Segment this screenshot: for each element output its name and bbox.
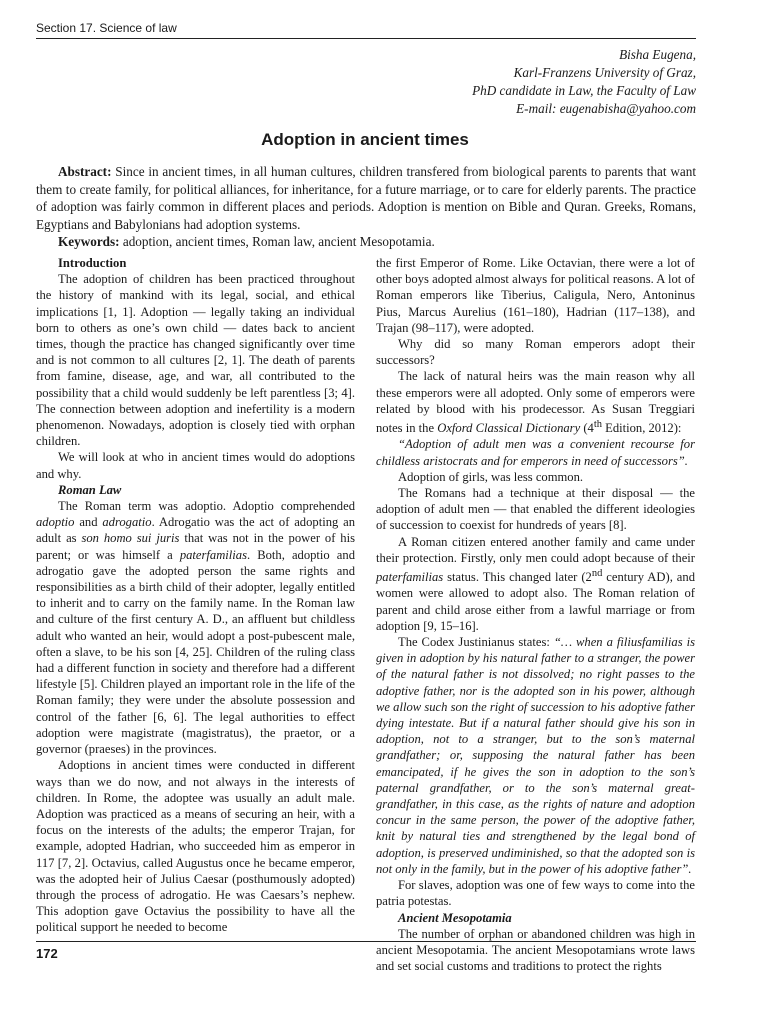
body-paragraph: the first Emperor of Rome. Like Octavian, there were a lot of other boys adopted almost always for political reasons. A lot of Roman emperors like Tiberius, Caligula, Nero, Antoninus Pius, Marcus Aurelius (161–180), Hadrian (117–138), and Trajan (98–117), were adopted. xyxy=(376,256,695,335)
mesopotamia-heading: Ancient Mesopotamia xyxy=(398,910,512,925)
running-header xyxy=(36,20,696,39)
italic-term: adrogatio xyxy=(102,515,152,530)
body-paragraph: The adoption of children has been practiced throughout the history of mankind with its legal, social, and ethical implications [1, 1]. Adoption — legally taking an individual born to others as one’s own child — dates back to ancient times, though the practice has changed significantly over time and is not common to all cultures [2, 1]. The death of parents from famine, disease, age, and war, all contributed to the possibility that a child would suddenly be left parentless [3; 4]. The connection between adoption and inefertility is a modern phenomenon. Nowadays, adoption is closely tied with orphan children. xyxy=(36,272,355,449)
keywords-text: adoption, ancient times, Roman law, ancient Mesopotamia. xyxy=(119,234,435,250)
italic-term: paterfamilias xyxy=(376,570,444,585)
section-label: Section 17. Science of law xyxy=(36,21,177,35)
text-run: (4 xyxy=(580,421,594,436)
body-paragraph xyxy=(376,634,695,877)
body-paragraph: We will look at who in ancient times would do adoptions and why. xyxy=(36,450,355,481)
author-position: PhD candidate in Law, the Faculty of Law xyxy=(472,83,696,98)
author-block xyxy=(472,46,696,118)
author-email: E-mail: eugenabisha@yahoo.com xyxy=(516,101,696,116)
abstract-label: Abstract: xyxy=(58,164,112,179)
body-paragraph: Adoption of girls, was less common. xyxy=(398,469,584,484)
abstract-paragraph xyxy=(36,163,696,233)
keywords-label: Keywords: xyxy=(58,234,120,250)
text-run: The lack of natural heirs was the main reason why all these emperors were all adopted. Only some of emperors were related by blood with his prodecessor. As Susan Treggiari notes in the xyxy=(376,369,695,436)
roman-law-heading: Roman Law xyxy=(58,482,122,497)
body-paragraph: The number of orphan or abandoned children was high in ancient Mesopotamia. The ancient Mesopotamians wrote laws and set social customs and traditions to protect the rights xyxy=(376,926,695,974)
text-run: The Codex Justinianus states: xyxy=(398,635,554,650)
superscript: nd xyxy=(591,568,603,580)
right-column xyxy=(376,255,695,974)
keywords-paragraph xyxy=(36,233,696,251)
body-paragraph xyxy=(36,498,355,757)
body-paragraph xyxy=(376,534,695,634)
italic-term: Oxford Classical Dictionary xyxy=(437,421,581,436)
text-run: century AD), and women were allowed to adopt also. The Roman relation of parent and child arose either from a lawful marriage or from adoption [9, 15–16]. xyxy=(376,570,695,633)
left-column xyxy=(36,255,355,936)
body-paragraph: Why did so many Roman emperors adopt their successors? xyxy=(376,337,695,368)
text-run: Edition, 2012): xyxy=(601,421,682,436)
codex-quote: “… when a filiusfamilias is given in adoption by his natural father to a stranger, the power of the natural father is not dissolved; no right passes to the adoptive father, nor is the adopted son in his power, although we allow such son the right of succession to his adoptive father dying intestate. But if a natural father should give his son in adoption, not to a stranger, but to the son’s maternal grandfather; or, supposing the natural father has been emancipated, if he gives the son in adoption to the son’s paternal grandfather, or to the son’s maternal great-grandfather, in this case, as the rights of nature and adoption concur in the same person, the power of the adoptive father, knit by natural ties and strengthened by the legal bond of adoption, is preserved undiminished, so that the adopted son is not only in the family, but in the power of his adoptive father”. xyxy=(376,635,695,876)
text-run: . Adrogatio was the act of adopting an adult as xyxy=(36,515,356,546)
author-affiliation: Karl-Franzens University of Graz, xyxy=(513,65,696,80)
text-run: that was not in the power of his parent; or was himself a xyxy=(36,531,355,562)
body-paragraph xyxy=(376,368,695,436)
footer-rule xyxy=(36,941,696,942)
italic-term: son homo sui juris xyxy=(81,531,180,546)
italic-term: paterfamilias xyxy=(179,547,247,562)
body-paragraph: For slaves, adoption was one of few ways to come into the patria potestas. xyxy=(376,878,695,909)
text-run: and xyxy=(74,515,103,530)
italic-term: adoptio xyxy=(36,515,75,530)
superscript: th xyxy=(593,419,602,431)
text-run: . Both, adoptio and adrogatio gave the adopted person the same rights and responsibilities as a birth child of their adopter, legally entitled to inherit and to carry on the family name. In the Roman law and culture of the first century A. D., an affluent but childless adult who wanted an heir, would adopt a post-pubescent male, often a slave, to be his son [4, 25]. Children of the ruling class had a different function in society and therefore had a different lifestyle [5]. Children played an important role in the life of the Roman family; they were under the absolute possession and control of the father [6, 6]. The legal authorities to effect adoption were magistrate (magistratus), the praetor, or a governor (praeses) in the provinces. xyxy=(36,547,355,757)
paper-title: Adoption in ancient times xyxy=(261,130,469,149)
abstract-block xyxy=(36,163,696,251)
text-run: A Roman citizen entered another family and came under their protection. Firstly, only men could adopt because of their xyxy=(376,534,695,565)
abstract-text: Since in ancient times, in all human cultures, children transfered from biological parents to parents that want them to create family, for political alliances, for inheritance, for a future marriage, or to care for elderly parents. The practice of adoption was fairly common in different places and periods. Adoption is mention on Bible and Quran. Greeks, Romans, Egyptians and Babylonians had adoption systems. xyxy=(36,164,696,232)
page-number: 172 xyxy=(36,946,58,961)
block-quote: “Adoption of adult men was a convenient recourse for childless aristocrats and for emperors in need of successors”. xyxy=(376,437,695,468)
body-paragraph: The Romans had a technique at their disposal — the adoption of adult men — that enabled the different ideologies of succession to coexist for hundreds of years [8]. xyxy=(376,486,695,533)
introduction-heading: Introduction xyxy=(58,256,127,270)
text-run: status. This changed later (2 xyxy=(443,570,592,585)
author-name: Bisha Eugena, xyxy=(619,47,696,62)
body-paragraph: Adoptions in ancient times were conducted in different ways than we do now, and not always in the interests of children. In Rome, the adoptee was usually an adult male. Adoption was practiced as a means of securing an heir, with a focus on the interests of the adults; the emperor Trajan, for example, adopted Hadrian, who succeeded him as emperor in 117 [7, 2]. Octavius, called Augustus once he became emperor, was the adopted heir of Julius Caesar (posthumously adopted) through the process of adrogatio. He was Caesars’s nephew. This adoption gave Octavius the possibility to have all the political support he needed to become xyxy=(36,758,355,935)
text-run: The Roman term was adoptio. Adoptio comprehended xyxy=(58,499,355,514)
